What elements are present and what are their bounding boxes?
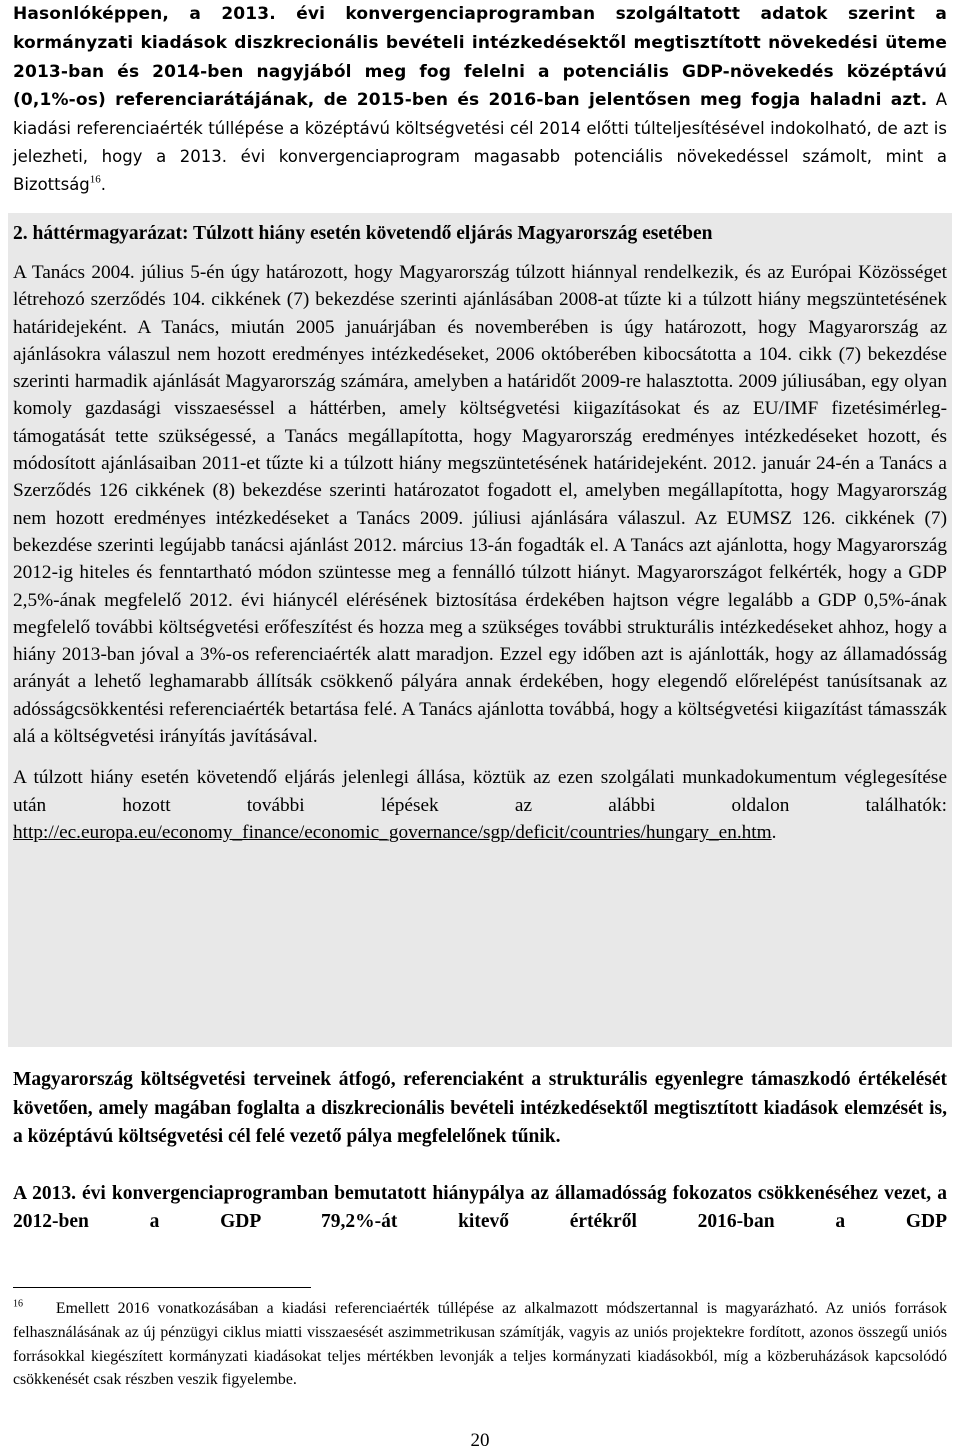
box-paragraph-2: A túlzott hiány esetén követendő eljárás jelenlegi állása, köztük az ezen szolgálati munkadokumentum véglegesítése után hozott további lépések az alábbi oldalon találhatók: bbox=[13, 767, 947, 816]
intro-paragraph: Hasonlóképpen, a 2013. évi konvergenciaprogramban szolgáltatott adatok szerint a kormányzati kiadások diszkrecionális bevételi intézkedésektől megtisztított növekedési üteme 2013-ban és 2014-ben nagyjából meg fog felelni a potenciális GDP-növekedés középtávú (0,1%-os) referenciarátájának, de 2015-ben és 2016-ban jelentősen meg fogja haladni azt. A kiadási referenciaérték túllépése a középtávú költségvetési cél 2014 előtti túlteljesítésével indokolható, de azt is jelezheti, hogy a 2013. évi konvergenciaprogram magasabb potenciális növekedéssel számolt, mint a Bizottság$^{16}$. bbox=[13, 4, 947, 194]
summary-paragraph-2: A 2013. évi konvergenciaprogramban bemutatott hiánypálya az államadósság fokozatos csökkenéséhez vezet, a 2012-ben a GDP 79,2%-át kitevő értékről 2016-ban a GDP bbox=[13, 1182, 947, 1232]
page-number: 20 bbox=[470, 1430, 490, 1451]
footnote-ref[interactable]: 16 bbox=[89, 173, 101, 186]
procedure-link[interactable]: http://ec.europa.eu/economy_finance/economic_governance/sgp/deficit/countries/hungary_en.htm bbox=[13, 821, 772, 843]
footnote-number: 16 bbox=[13, 1298, 23, 1310]
intro-regular-text: A kiadási referenciaérték túllépése a középtávú költségvetési cél 2014 előtti túlteljesítésével indokolható, de azt is jelezheti, hogy a 2013. évi konvergenciaprogram magasabb potenciális növekedéssel számolt, mint a Bizottság bbox=[13, 90, 947, 194]
footnote bbox=[13, 1297, 947, 1392]
box-paragraph-1: A Tanács 2004. július 5-én úgy határozott, hogy Magyarország túlzott hiánnyal rendelkezik, és az Európai Közösséget létrehozó szerződés 104. cikkének (7) bekezdése szerinti ajánlásában 2008-at tűzte ki a túlzott hiány megszüntetésének határidejeként. A Tanács, miután 2005 januárjában és novemberében is úgy határozott, hogy Magyarország az ajánlásokra válaszul nem hozott eredményes intézkedéseket, 2006 októberében kibocsátotta a 104. cikk (7) bekezdése szerinti harmadik ajánlását Magyarország számára, amelyben a határidőt 2009-re halasztotta. 2009 júliusában, egy olyan komoly gazdasági visszaeséssel a háttérben, amely költségvetési kiigazításokat és az EU/IMF fizetésimérleg-támogatását tette szükségessé, a Tanács megállapította, hogy Magyarország eredményes intézkedéseket hozott, és módosított ajánlásaiban 2011-et tűzte ki a túlzott hiány megszüntetésének határidejeként. 2012. január 24-én a Tanács a Szerződés 126 cikkének (8) bekezdése szerinti határozatot fogadott el, amelyben megállapította, hogy Magyarország nem hozott eredményes intézkedéseket a Tanács 2009. júliusi ajánlására válaszul. Az EUMSZ 126. cikkének (7) bekezdése szerinti legújabb tanácsi ajánlást 2012. március 13-án fogadták el. A Tanács azt ajánlotta, hogy Magyarország 2012-ig hiteles és fenntartható módon szüntesse meg a fennálló túlzott hiányt. Magyarországot felkérték, hogy a GDP 2,5%-ának megfelelő 2012. évi hiánycél elérésének biztosítása érdekében hajtson végre legalább a GDP 0,5%-ának megfelelő további költségvetési erőfeszítést és hozza meg a szükséges további strukturális intézkedéseket ahhoz, hogy a hiány 2013-ban jóval a 3%-os referenciaérték alatt maradjon. Ezzel egy időben azt is ajánlották, hogy az államadósság arányát a lehető leghamarabb állítsák csökkenő pályára annak érdekében, hogy elegendő előrelépést tanúsítsanak az adósságcsökkentési referenciaérték betartása felé. A Tanács ajánlotta továbbá, hogy a költségvetési kiigazítást támasszák alá a költségvetési irányítás javításával. bbox=[13, 262, 947, 748]
summary-paragraph-1: Magyarország költségvetési terveinek átfogó, referenciaként a strukturális egyenlegre támaszkodó értékelését követően, amely magában foglalta a diszkrecionális bevételi intézkedésektől megtisztított kiadások elemzését is, a középtávú költségvetési cél felé vezető pálya megfelelőnek tűnik. bbox=[13, 1069, 947, 1147]
intro-bold-text: Hasonlóképpen, a 2013. évi konvergenciaprogramban szolgáltatott adatok szerint a kormányzati kiadások diszkrecionális bevételi intézkedésektől megtisztított növekedési üteme 2013-ban és 2014-ben nagyjából meg fog felelni a potenciális GDP-növekedés középtávú (0,1%-os) referenciarátájának, de 2015-ben és 2016-ban jelentősen meg fogja haladni azt. bbox=[13, 4, 947, 111]
footnote-text: Emellett 2016 vonatkozásában a kiadási referenciaérték túllépése az alkalmazott módszertannal is magyarázható. Az uniós források felhasználásának az új pénzügyi ciklus miatti visszaesését aszimmetrikusan számítják, vagyis az uniós projektekre fordított, azonos összegű uniós forrásokkal kiegészített kormányzati kiadásokat teljes mértékben levonják a teljes kormányzati kiadásokból, míg a közberuházások kapcsolódó csökkenését csak részben veszik figyelembe. bbox=[13, 1300, 948, 1389]
summary-section bbox=[13, 1066, 947, 1237]
footnote-divider bbox=[13, 1287, 311, 1288]
background-box: 2. háttérmagyarázat: Túlzott hiány esetén követendő eljárás Magyarország esetében A Tanács 2004. július 5-én úgy határozott, hogy Magyarország túlzott hiánnyal rendelkezik, és az Európai Közösséget létrehozó szerződés 104. cikkének (7) bekezdése szerinti ajánlásában 2008-at tűzte ki a túlzott hiány megszüntetésének határidejeként. A Tanács, miután 2005 januárjában és novemberében is úgy határozott, hogy Magyarország az ajánlásokra válaszul nem hozott eredményes intézkedéseket, 2006 októberében kibocsátotta a 104. cikk (7) bekezdése szerinti harmadik ajánlását Magyarország számára, amelyben a határidőt 2009-re halasztotta. 2009 júliusában, egy olyan komoly gazdasági visszaeséssel a háttérben, amely költségvetési kiigazításokat és az EU/IMF fizetésimérleg-támogatását tette szükségessé, a Tanács megállapította, hogy Magyarország eredményes intézkedéseket hozott, és módosított ajánlásaiban 2011-et tűzte ki a túlzott hiány megszüntetésének határidejeként. 2012. január 24-én a Tanács a Szerződés 126 cikkének (8) bekezdése szerinti határozatot fogadott el, amelyben megállapította, hogy Magyarország nem hozott eredményes intézkedéseket a Tanács 2009. júliusi ajánlására válaszul. Az EUMSZ 126. cikkének (7) bekezdése szerinti legújabb tanácsi ajánlást 2012. március 13-án fogadták el. A Tanács azt ajánlotta, hogy Magyarország 2012-ig hiteles és fenntartható módon szüntesse meg a fennálló túlzott hiányt. Magyarországot felkérték, hogy a GDP 2,5%-ának megfelelő 2012. évi hiánycél elérésének biztosítása érdekében hajtson végre legalább a GDP 0,5%-ának megfelelő további költségvetési erőfeszítést és hozza meg a szükséges további strukturális intézkedéseket ahhoz, hogy a hiány 2013-ban jóval a 3%-os referenciaérték alatt maradjon. Ezzel egy időben azt is ajánlották, hogy az államadósság arányát a lehető leghamarabb állítsák csökkenő pályára annak érdekében, hogy elegendő előrelépést tanúsítsanak az adósságcsökkentési referenciaérték betartása felé. A Tanács ajánlotta továbbá, hogy a költségvetési kiigazítást támasszák alá a költségvetési irányítás javításával. A túlzott hiány esetén követendő eljárás jelenlegi állása, köztük az ezen szolgálati munkadokumentum véglegesítése után hozott további lépések az alábbi oldalon találhatók: http://ec.europa.eu/economy_finance/economic_governance/sgp/deficit/countries/hungary_en.htm. bbox=[8, 213, 952, 1047]
box-title: 2. háttérmagyarázat: Túlzott hiány esetén követendő eljárás Magyarország esetében bbox=[13, 223, 713, 244]
